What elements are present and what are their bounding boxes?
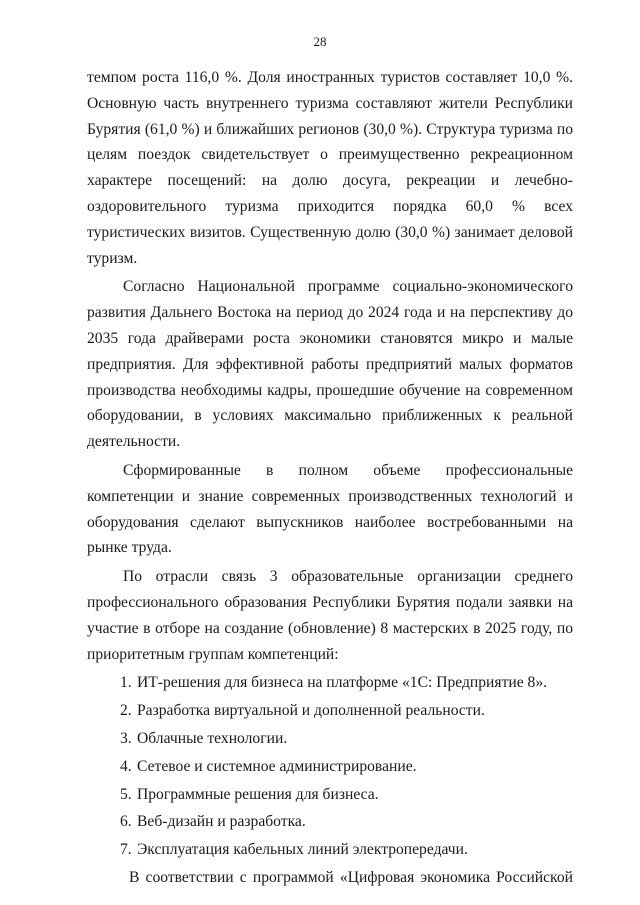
- competency-list: [87, 670, 573, 863]
- paragraph-competencies: Сформированные в полном объеме профессиональные компетенции и знание современных производственных технологий и оборудования сделают выпускников наиболее востребованными на рынке труда.: [87, 461, 573, 557]
- list-item-text: Программные решения для бизнеса.: [137, 785, 379, 803]
- paragraph-national-program: Согласно Национальной программе социально-экономического развития Дальнего Востока на период до 2024 года и на перспективу до 2035 года драйверами роста экономики становятся микро и малые предприятия. Для эффективной работы предприятий малых форматов производства необходимы кадры, прошедшие обучение на современном оборудовании, в условиях максимально приближенных к реальной деятельности.: [87, 278, 573, 451]
- list-item-text: ИТ-решения для бизнеса на платформе «1С: Предприятие 8».: [137, 674, 548, 692]
- list-item-number: 5.: [120, 785, 132, 803]
- list-item-text: Эксплуатация кабельных линий электропередачи.: [137, 841, 468, 859]
- list-item-number: 2.: [120, 702, 132, 720]
- page-number: 28: [313, 34, 327, 49]
- list-item-number: 6.: [120, 813, 132, 831]
- list-item: [87, 726, 573, 752]
- list-item-text: Облачные технологии.: [137, 729, 288, 747]
- list-item-number: 7.: [120, 841, 132, 859]
- list-item-number: 4.: [120, 757, 132, 775]
- list-item-number: 3.: [120, 729, 132, 747]
- list-item: [87, 754, 573, 780]
- page-body: [87, 65, 573, 891]
- list-item: [87, 670, 573, 696]
- list-item: [87, 782, 573, 808]
- paragraph-tourism-structure: темпом роста 116,0 %. Доля иностранных туристов составляет 10,0 %. Основную часть внутреннего туризма составляют жители Республики Бурятия (61,0 %) и ближайших регионов (30,0 %). Структура туризма по целям поездок свидетельствует о преимущественно рекреационном характере посещений: на долю досуга, рекреации и лечебно-оздоровительного туризма приходится порядка 60,0 % всех туристических визитов. Существенную долю (30,0 %) занимает деловой туризм.: [87, 69, 573, 267]
- list-item-text: Сетевое и системное администрирование.: [137, 757, 417, 775]
- list-item-text: Веб-дизайн и разработка.: [137, 813, 306, 831]
- list-item-number: 1.: [120, 674, 132, 692]
- list-item-text: Разработка виртуальной и дополненной реальности.: [137, 702, 485, 720]
- list-item: [87, 698, 573, 724]
- list-item: [87, 809, 573, 835]
- paragraph-digital-economy: В соответствии с программой «Цифровая экономика Российской: [129, 868, 573, 886]
- list-item: [87, 837, 573, 863]
- paragraph-communication-industry: По отрасли связь 3 образовательные организации среднего профессионального образования Республики Бурятия подали заявки на участие в отборе на создание (обновление) 8 мастерских в 2025 году, по приоритетным группам компетенций:: [87, 568, 573, 663]
